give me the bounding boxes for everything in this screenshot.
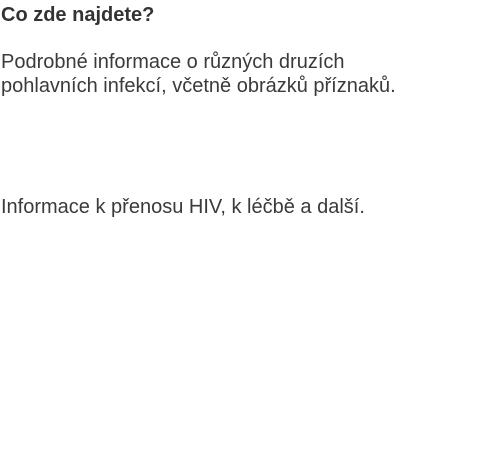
- hiv-info-line-1: Informace k přenosu HIV, k léčbě a další.: [1, 196, 365, 218]
- sti-info-line-1: Podrobné informace o různých druzích: [1, 51, 345, 73]
- sti-info-line-2: pohlavních infekcí, včetně obrázků příznaků.: [1, 75, 396, 97]
- sti-info-paragraph: [1, 50, 499, 98]
- hiv-info-paragraph: [1, 195, 499, 219]
- section-heading: Co zde najdete?: [1, 4, 155, 26]
